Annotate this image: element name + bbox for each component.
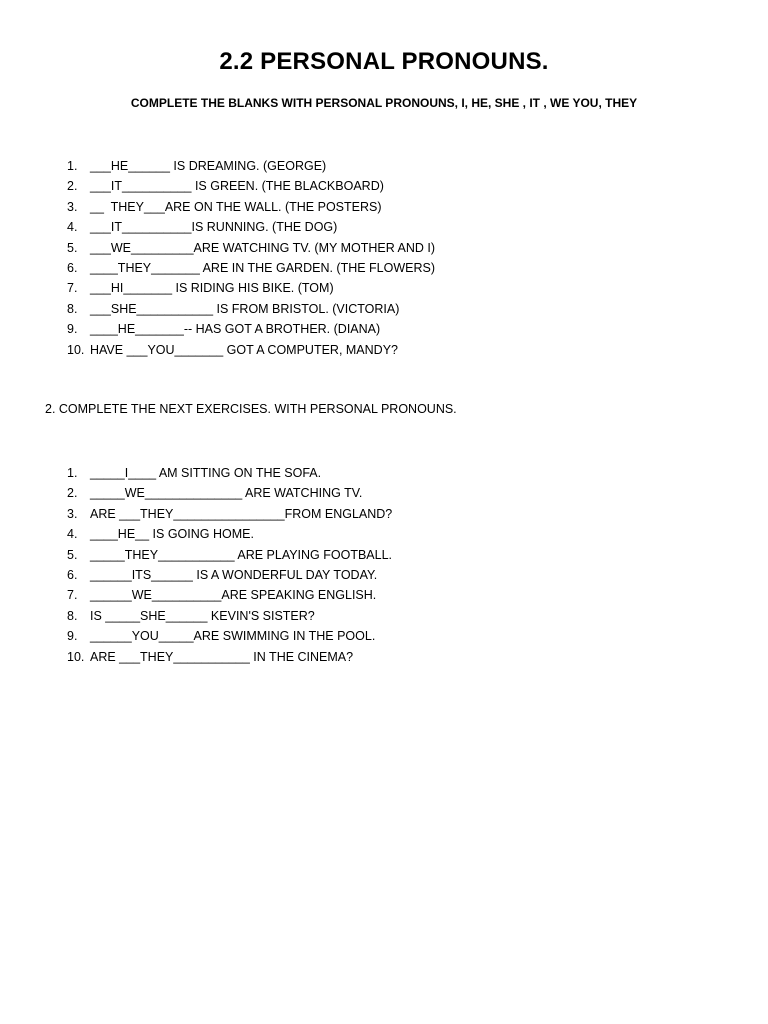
item-number: 7. bbox=[67, 588, 78, 603]
item-text: HAVE ___YOU_______ GOT A COMPUTER, MANDY? bbox=[90, 342, 398, 357]
item-number: 4. bbox=[67, 527, 78, 542]
item-number: 9. bbox=[67, 322, 78, 337]
item-text: ARE ___THEY___________ IN THE CINEMA? bbox=[90, 649, 354, 664]
item-number: 8. bbox=[67, 301, 78, 316]
page-title: 2.2 PERSONAL PRONOUNS. bbox=[219, 48, 549, 75]
item-text: ___IT__________ IS GREEN. (THE BLACKBOARD) bbox=[90, 179, 384, 194]
item-text: ____HE_______-- HAS GOT A BROTHER. (DIANA) bbox=[90, 322, 381, 337]
item-text: ___SHE___________ IS FROM BRISTOL. (VICTORIA) bbox=[90, 301, 400, 316]
item-number: 2. bbox=[67, 486, 78, 501]
item-text: ______WE__________ARE SPEAKING ENGLISH. bbox=[90, 588, 377, 603]
item-number: 1. bbox=[67, 159, 78, 173]
item-number: 5. bbox=[67, 547, 78, 562]
item-text: ___IT__________IS RUNNING. (THE DOG) bbox=[90, 220, 338, 235]
item-text: ___WE_________ARE WATCHING TV. (MY MOTHER AND I) bbox=[90, 240, 436, 255]
item-text: _____WE______________ ARE WATCHING TV. bbox=[90, 486, 363, 501]
item-number: 3. bbox=[67, 506, 78, 521]
item-number: 7. bbox=[67, 281, 78, 296]
item-number: 10. bbox=[67, 649, 85, 664]
item-text: ______ITS______ IS A WONDERFUL DAY TODAY. bbox=[90, 567, 378, 582]
item-number: 8. bbox=[67, 608, 78, 623]
exercise-2-heading: 2. COMPLETE THE NEXT EXERCISES. WITH PERSONAL PRONOUNS. bbox=[45, 402, 457, 416]
item-number: 6. bbox=[67, 567, 78, 582]
item-number: 9. bbox=[67, 629, 78, 644]
item-number: 3. bbox=[67, 199, 78, 214]
item-number: 4. bbox=[67, 220, 78, 235]
item-text: ______YOU_____ARE SWIMMING IN THE POOL. bbox=[90, 629, 376, 644]
item-text: ___HE______ IS DREAMING. (GEORGE) bbox=[90, 159, 327, 173]
item-text: ____HE__ IS GOING HOME. bbox=[90, 527, 254, 542]
item-number: 10. bbox=[67, 342, 85, 357]
item-text: _____I____ AM SITTING ON THE SOFA. bbox=[90, 466, 322, 480]
item-text: _____THEY___________ ARE PLAYING FOOTBALL. bbox=[90, 547, 393, 562]
item-text: ____THEY_______ ARE IN THE GARDEN. (THE FLOWERS) bbox=[90, 260, 436, 275]
item-text: ARE ___THEY________________FROM ENGLAND? bbox=[90, 506, 393, 521]
instructions-text: COMPLETE THE BLANKS WITH PERSONAL PRONOUNS, I, HE, SHE , IT , WE YOU, THEY bbox=[130, 96, 638, 110]
item-text: ___HI_______ IS RIDING HIS BIKE. (TOM) bbox=[90, 281, 334, 296]
item-number: 5. bbox=[67, 240, 78, 255]
item-number: 2. bbox=[67, 179, 78, 194]
item-number: 6. bbox=[67, 260, 78, 275]
item-number: 1. bbox=[67, 466, 78, 480]
item-text: __ THEY___ARE ON THE WALL. (THE POSTERS) bbox=[90, 199, 382, 214]
item-text: IS _____SHE______ KEVIN'S SISTER? bbox=[90, 608, 315, 623]
